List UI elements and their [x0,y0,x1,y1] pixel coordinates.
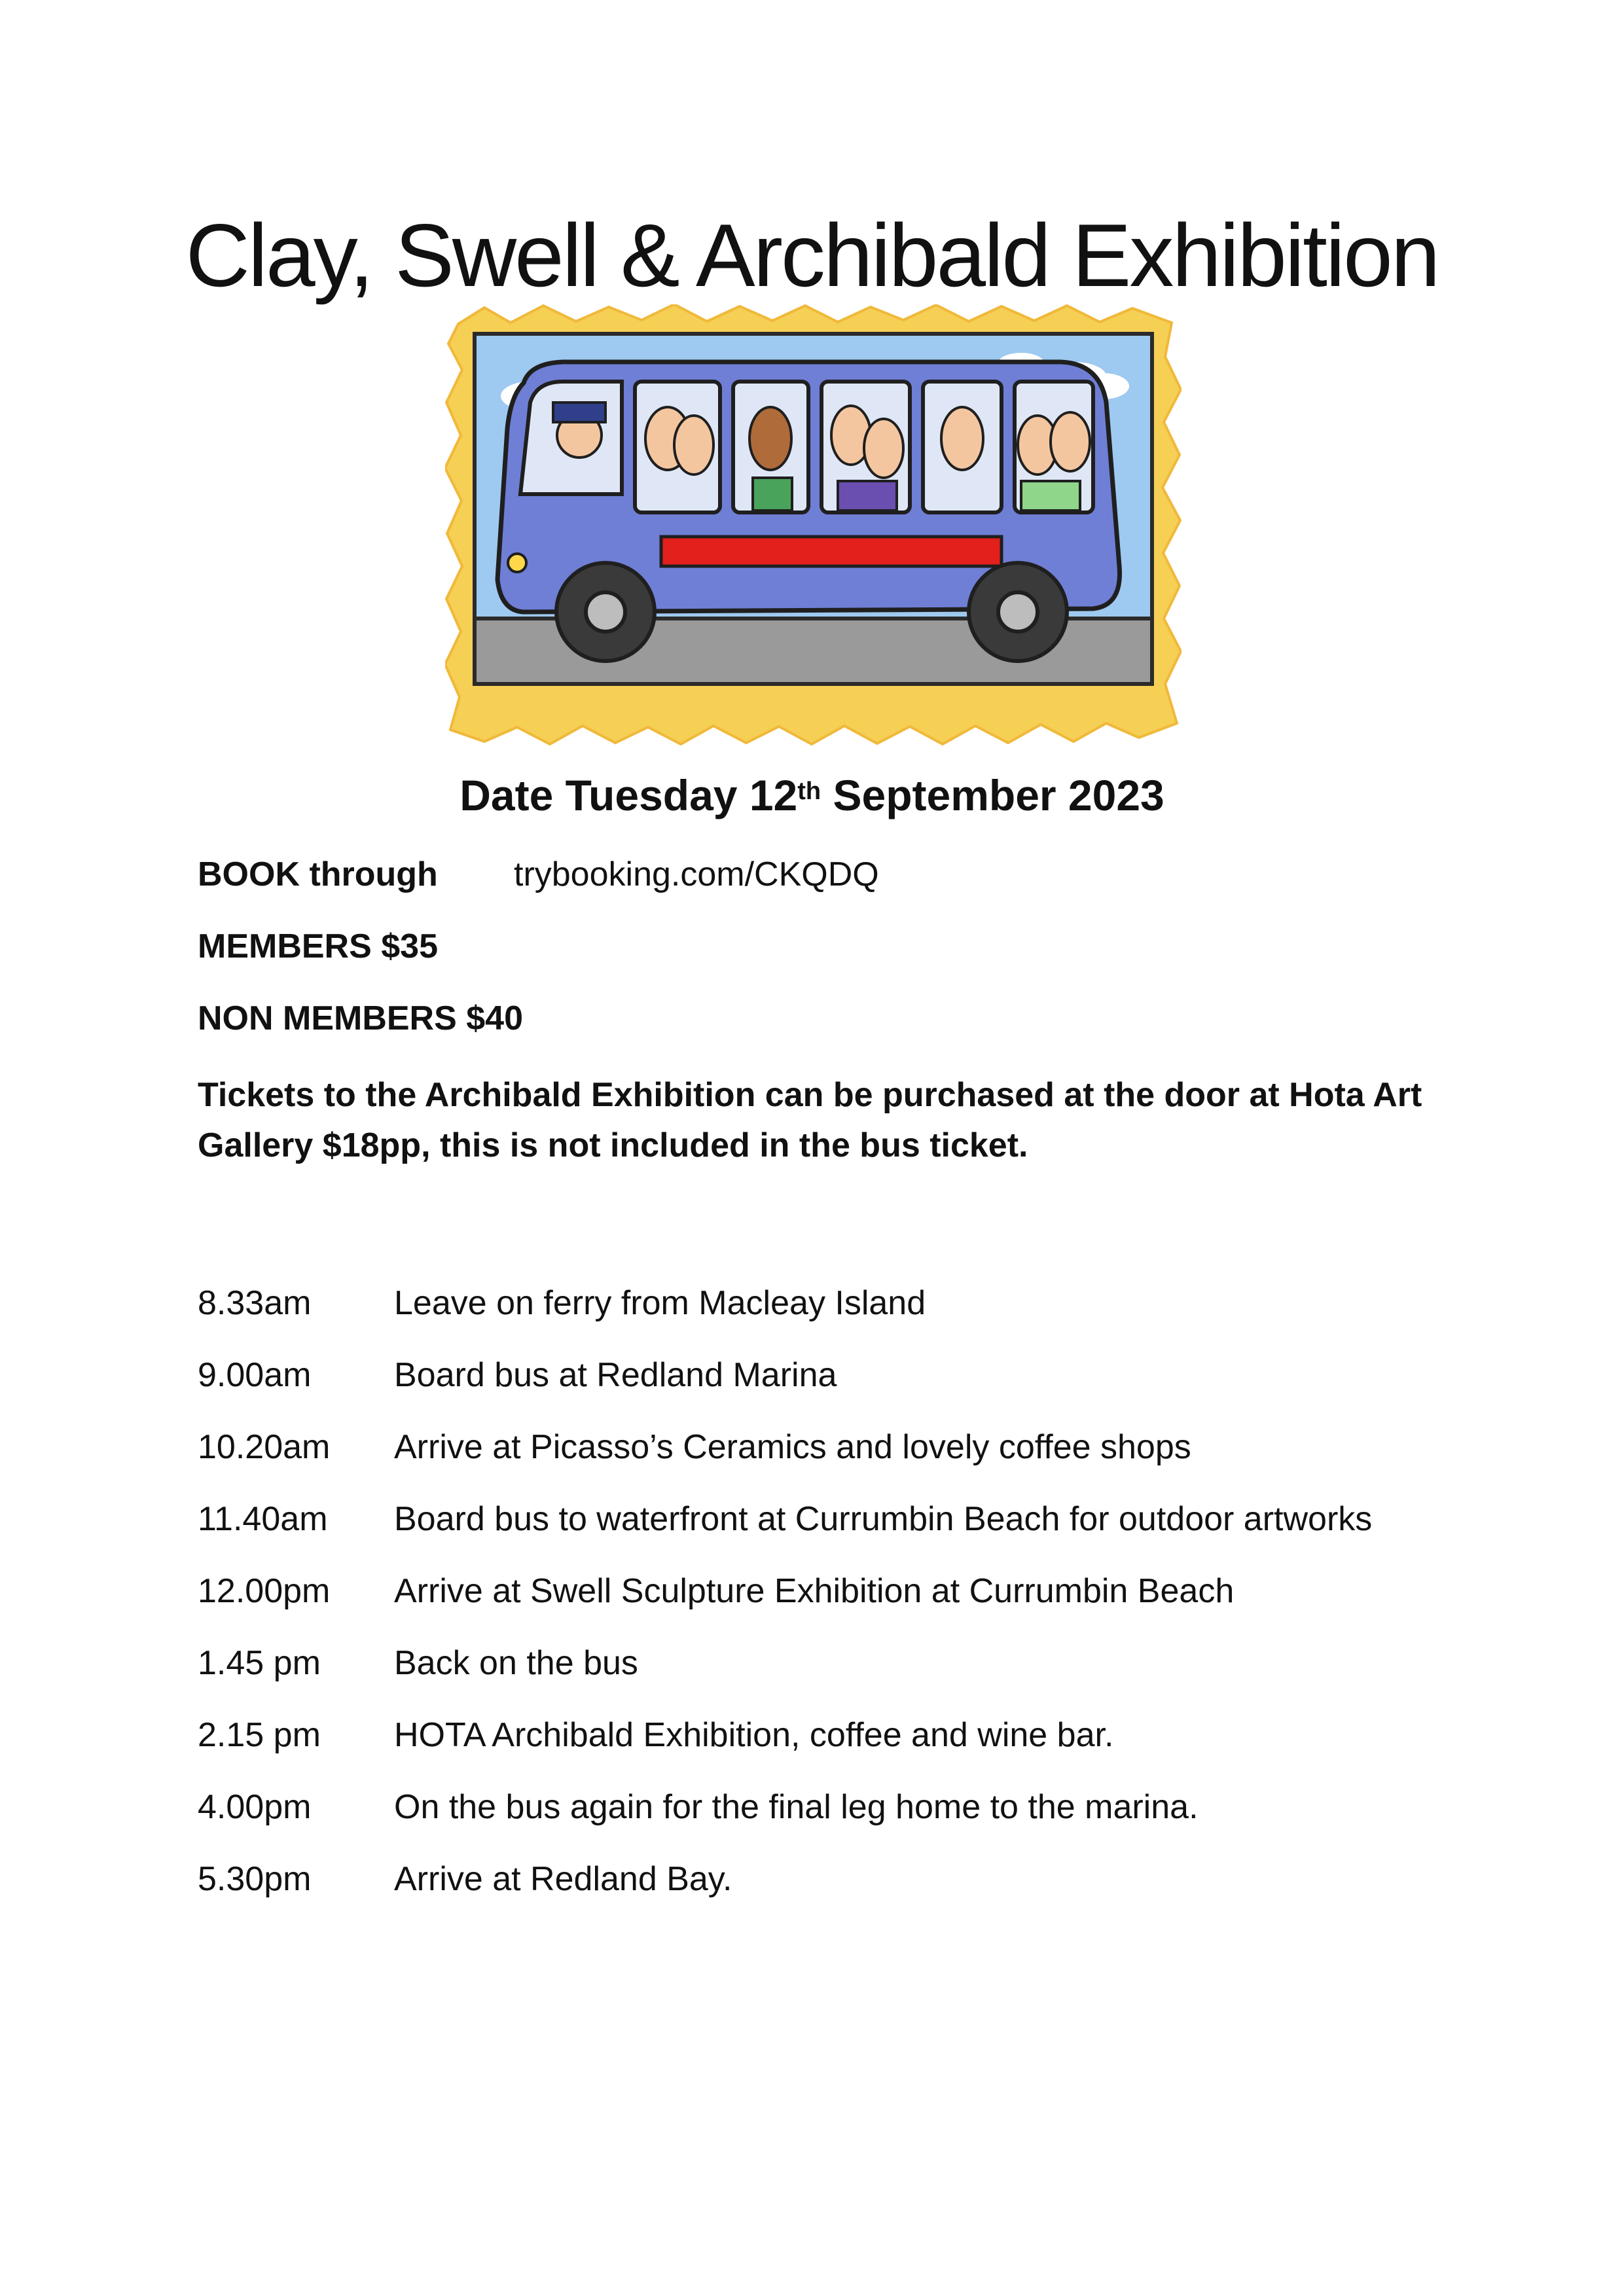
booking-label: BOOK through [198,855,438,893]
itinerary-time: 11.40am [198,1500,328,1538]
itinerary-desc: Board bus to waterfront at Currumbin Beach for outdoor artworks [394,1500,1373,1538]
tickets-note: Tickets to the Archibald Exhibition can be purchased at the door at Hota Art Gallery $18pp, this is not included in the bus ticket. [198,1076,1422,1164]
itinerary-time: 1.45 pm [198,1644,321,1682]
page-title: Clay, Swell & Archibald Exhibition [185,206,1439,305]
bus-illustration [445,304,1182,746]
itinerary-desc: Arrive at Swell Sculpture Exhibition at Currumbin Beach [394,1572,1235,1610]
itinerary-desc: Board bus at Redland Marina [394,1356,837,1394]
booking-line [198,851,879,898]
itinerary-desc: Arrive at Picasso’s Ceramics and lovely coffee shops [394,1428,1191,1466]
event-date: Date Tuesday 12th September 2023 [460,771,1164,819]
itinerary-time: 10.20am [198,1428,331,1466]
itinerary-desc: Leave on ferry from Macleay Island [394,1284,926,1322]
itinerary-time: 4.00pm [198,1788,312,1826]
itinerary-desc: On the bus again for the final leg home to the marina. [394,1788,1199,1826]
itinerary-time: 9.00am [198,1356,312,1394]
headlight [508,554,526,572]
itinerary-time: 8.33am [198,1284,312,1322]
members-price: MEMBERS $35 [198,927,438,965]
booking-link[interactable]: trybooking.com/CKQDQ [514,855,879,893]
itinerary-time: 2.15 pm [198,1716,321,1754]
bus-stripe [661,537,1001,566]
non-members-price: NON MEMBERS $40 [198,999,523,1037]
itinerary-desc: Arrive at Redland Bay. [394,1860,732,1898]
itinerary-desc: Back on the bus [394,1644,638,1682]
itinerary-time: 12.00pm [198,1572,331,1610]
itinerary-time: 5.30pm [198,1860,312,1898]
itinerary-desc: HOTA Archibald Exhibition, coffee and wine bar. [394,1716,1114,1754]
